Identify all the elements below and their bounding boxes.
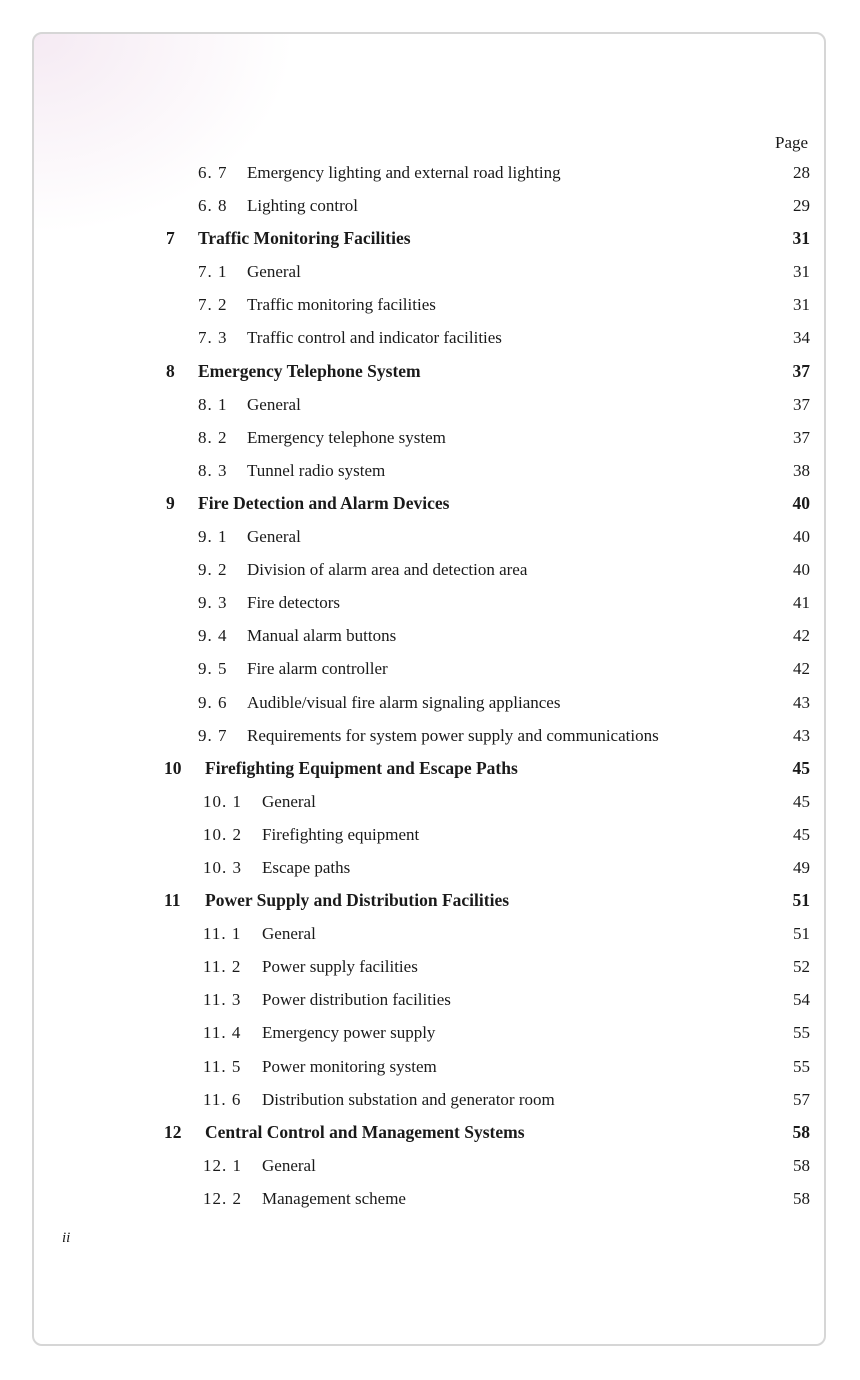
chapter-number: 9 [166, 492, 175, 513]
page-number: 43 [793, 725, 810, 745]
toc-entry [0, 586, 860, 619]
toc-entry [0, 1149, 860, 1182]
page-number: 31 [793, 295, 810, 315]
section-title: Emergency telephone system [247, 427, 446, 447]
section-number: 11. 3 [203, 990, 242, 1010]
section-title: Emergency power supply [262, 1023, 436, 1043]
page-number: 45 [793, 824, 810, 844]
page-number: 55 [793, 1023, 810, 1043]
folio-page-number: ii [62, 1230, 71, 1246]
section-title: Audible/visual fire alarm signaling appliances [247, 692, 561, 712]
section-number: 7. 3 [198, 328, 228, 348]
chapter-number: 12 [164, 1121, 182, 1142]
chapter-number: 11 [164, 890, 181, 911]
page-number: 51 [792, 890, 810, 911]
section-title: General [247, 527, 301, 547]
toc-chapter [0, 1116, 860, 1149]
toc-entry [0, 520, 860, 553]
toc-chapter [0, 222, 860, 255]
toc-entry [0, 255, 860, 288]
section-title: General [262, 1155, 316, 1175]
table-of-contents [0, 156, 860, 1215]
section-number: 12. 1 [203, 1155, 242, 1175]
toc-entry [0, 156, 860, 189]
page-number: 40 [793, 527, 810, 547]
section-number: 10. 2 [203, 824, 242, 844]
page-number: 58 [793, 1155, 810, 1175]
section-title: Power supply facilities [262, 957, 418, 977]
section-number: 8. 1 [198, 394, 228, 414]
section-number: 10. 3 [203, 857, 242, 877]
chapter-title: Firefighting Equipment and Escape Paths [205, 757, 518, 778]
page-number: 58 [792, 1121, 810, 1142]
section-title: Emergency lighting and external road lighting [247, 163, 561, 182]
page-number: 54 [793, 990, 810, 1010]
toc-entry [0, 388, 860, 421]
section-title: General [247, 394, 301, 414]
toc-entry [0, 983, 860, 1016]
page-number: 45 [792, 757, 810, 778]
toc-entry [0, 950, 860, 983]
page-number: 37 [793, 394, 810, 414]
page-number: 28 [793, 163, 810, 182]
toc-chapter [0, 487, 860, 520]
page-number: 49 [793, 857, 810, 877]
toc-entry [0, 321, 860, 354]
toc-entry [0, 686, 860, 719]
section-number: 9. 1 [198, 527, 228, 547]
page-number: 37 [793, 427, 810, 447]
toc-chapter [0, 752, 860, 785]
section-title: Firefighting equipment [262, 824, 420, 844]
page-number: 51 [793, 924, 810, 944]
toc-entry [0, 785, 860, 818]
toc-entry [0, 454, 860, 487]
toc-entry [0, 917, 860, 950]
section-title: Fire alarm controller [247, 659, 388, 679]
section-title: Division of alarm area and detection area [247, 560, 528, 580]
toc-entry [0, 189, 860, 222]
page-number: 40 [793, 560, 810, 580]
section-number: 11. 6 [203, 1089, 242, 1109]
chapter-title: Traffic Monitoring Facilities [198, 228, 411, 249]
section-title: Lighting control [247, 196, 358, 216]
chapter-number: 10 [164, 757, 182, 778]
section-title: Power distribution facilities [262, 990, 451, 1010]
section-title: General [262, 791, 316, 811]
toc-entry [0, 553, 860, 586]
section-number: 9. 6 [198, 692, 228, 712]
toc-entry [0, 851, 860, 884]
page-number: 37 [792, 360, 810, 381]
chapter-title: Emergency Telephone System [198, 360, 421, 381]
chapter-number: 7 [166, 228, 175, 249]
section-number: 9. 7 [198, 725, 228, 745]
chapter-title: Central Control and Management Systems [205, 1121, 525, 1142]
page-number: 42 [793, 659, 810, 679]
page-number: 38 [793, 460, 810, 480]
toc-chapter [0, 355, 860, 388]
toc-entry [0, 1050, 860, 1083]
page-number: 34 [793, 328, 810, 348]
section-number: 9. 2 [198, 560, 228, 580]
section-title: Management scheme [262, 1188, 406, 1208]
toc-entry [0, 1016, 860, 1049]
section-number: 11. 2 [203, 957, 242, 977]
section-number: 9. 4 [198, 626, 228, 646]
toc-entry [0, 652, 860, 685]
chapter-title: Fire Detection and Alarm Devices [198, 492, 450, 513]
section-number: 7. 2 [198, 295, 228, 315]
section-number: 6. 7 [198, 163, 228, 182]
page-number: 58 [793, 1188, 810, 1208]
page-number: 31 [793, 262, 810, 282]
toc-entry [0, 288, 860, 321]
chapter-number: 8 [166, 360, 175, 381]
section-number: 9. 5 [198, 659, 228, 679]
toc-entry [0, 421, 860, 454]
page-number: 43 [793, 692, 810, 712]
toc-chapter [0, 884, 860, 917]
page-number: 41 [793, 593, 810, 613]
section-title: General [247, 262, 301, 282]
toc-entry [0, 1083, 860, 1116]
toc-entry [0, 818, 860, 851]
page-number: 29 [793, 196, 810, 216]
toc-entry [0, 619, 860, 652]
section-title: Distribution substation and generator room [262, 1089, 555, 1109]
section-number: 11. 4 [203, 1023, 242, 1043]
section-number: 6. 8 [198, 196, 228, 216]
section-number: 11. 5 [203, 1056, 242, 1076]
section-number: 12. 2 [203, 1188, 242, 1208]
section-number: 10. 1 [203, 791, 242, 811]
page-number: 55 [793, 1056, 810, 1076]
section-title: Escape paths [262, 857, 351, 877]
section-title: Manual alarm buttons [247, 626, 397, 646]
section-title: Tunnel radio system [247, 460, 386, 480]
toc-entry [0, 719, 860, 752]
section-title: Power monitoring system [262, 1056, 437, 1076]
page-number: 57 [793, 1089, 810, 1109]
page-number: 52 [793, 957, 810, 977]
section-title: General [262, 924, 316, 944]
section-number: 8. 2 [198, 427, 228, 447]
section-number: 7. 1 [198, 262, 228, 282]
section-title: Traffic control and indicator facilities [247, 328, 502, 348]
page-number: 31 [792, 228, 810, 249]
page-number: 42 [793, 626, 810, 646]
chapter-title: Power Supply and Distribution Facilities [205, 890, 510, 911]
section-title: Requirements for system power supply and communications [247, 725, 659, 745]
page-number: 40 [792, 492, 810, 513]
section-title: Fire detectors [247, 593, 340, 613]
section-title: Traffic monitoring facilities [247, 295, 436, 315]
page-column-header: Page [775, 133, 809, 152]
section-number: 9. 3 [198, 593, 228, 613]
page-number: 45 [793, 791, 810, 811]
toc-entry [0, 1182, 860, 1215]
section-number: 11. 1 [203, 924, 242, 944]
section-number: 8. 3 [198, 460, 228, 480]
